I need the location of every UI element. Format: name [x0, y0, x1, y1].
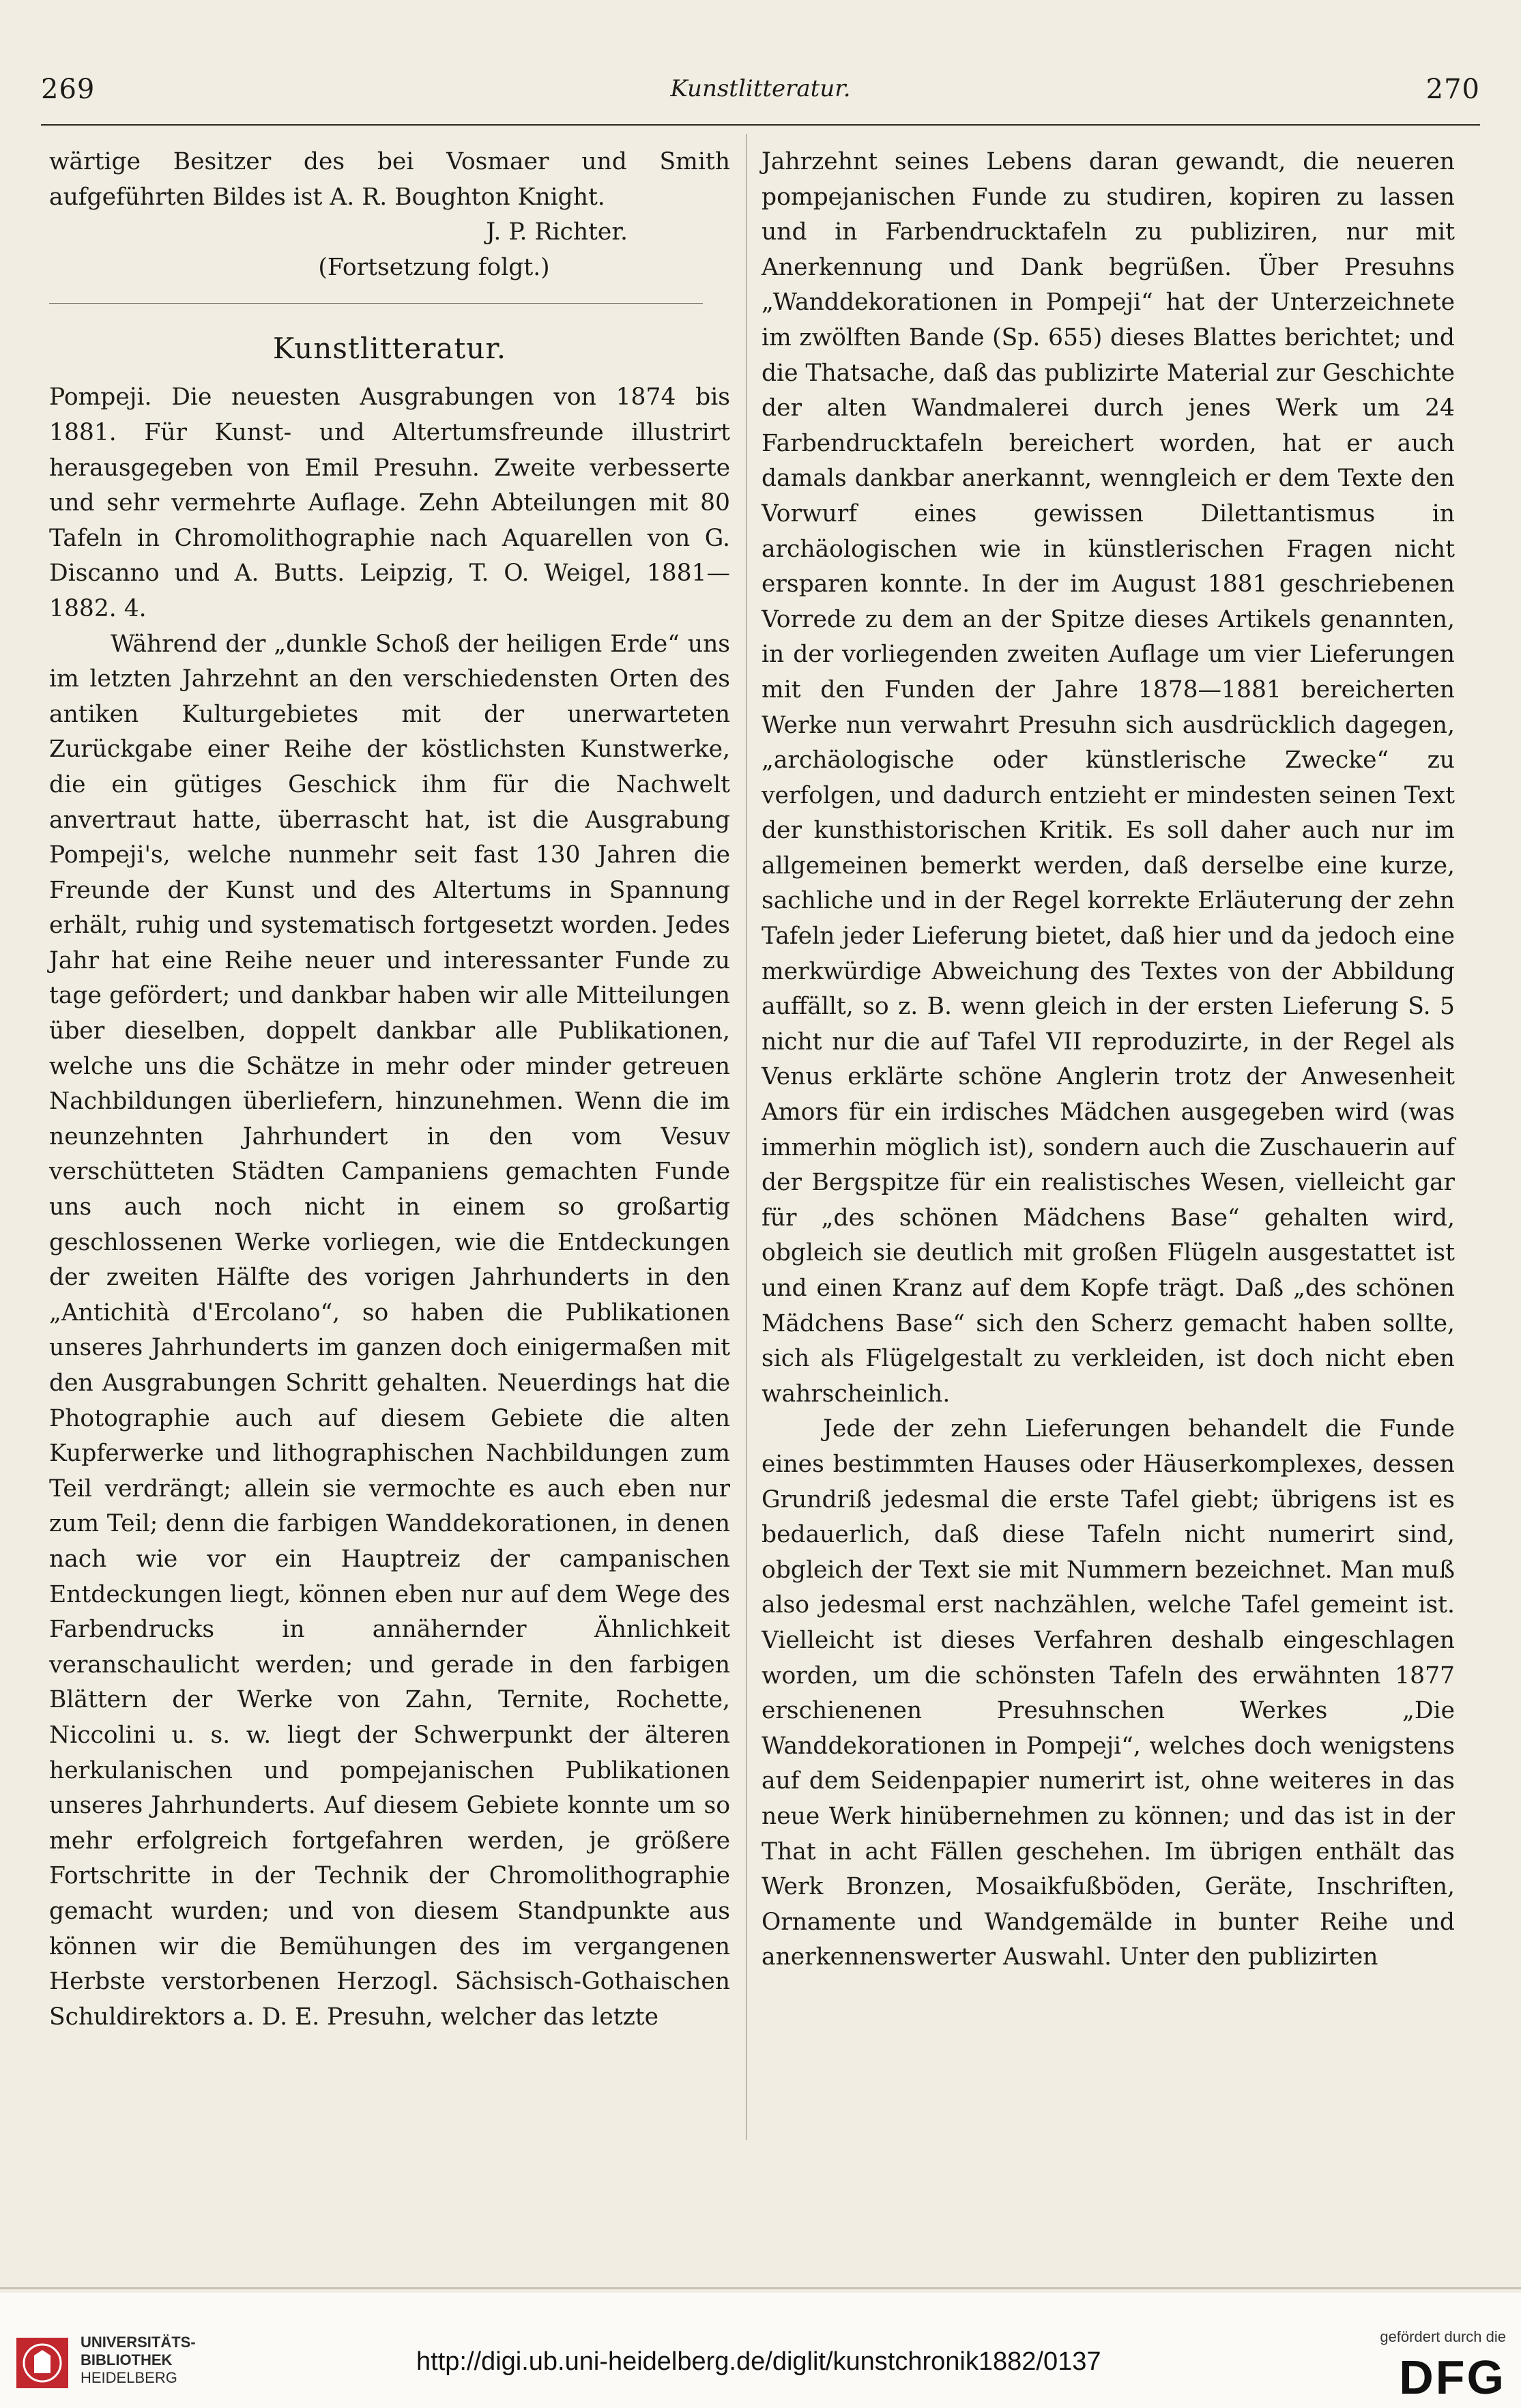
funder-caption: gefördert durch die [1380, 2328, 1506, 2345]
column-divider [746, 134, 747, 2140]
dfg-logo: DFG [1399, 2351, 1506, 2404]
header-rule [41, 124, 1480, 126]
review-paragraph-2: Jede der zehn Lieferungen behandelt die Funde eines bestimmten Hauses oder Häuserkomplexes, dessen Grundriß jedesmal die erste Tafel giebt; übrigens ist es bedauerlich, daß diese Tafeln nicht numerirt sind, obgleich der Text sie mit Nummern bezeichnet. Man muß also jedesmal erst nachzählen, welche Tafel gemeint ist. Vielleicht ist dieses Verfahren deshalb eingeschlagen worden, um die schönsten Tafeln des erwähnten 1877 erschienenen Presuhnschen Werkes „Die Wanddekorationen in Pompeji“, welches doch wenigstens auf dem Seidenpapier numerirt ist, ohne weiteres in das neue Werk hinübernehmen zu können; und das ist in der That in acht Fällen geschehen. Im übrigen enthält das Werk Bronzen, Mosaikfußböden, Geräte, Inschriften, Ornamente und Wandgemälde in bunter Reihe und anerkennenswerter Auswahl. Unter den publizirten [762, 1415, 1455, 1971]
footer-rule [0, 2287, 1521, 2289]
lead-in-text: wärtige Besitzer des bei Vosmaer und Smith aufgeführten Bildes ist A. R. Boughton Knight. [49, 148, 730, 211]
running-title: Kunstlitteratur. [670, 75, 851, 102]
library-name-line-1: UNIVERSITÄTS- [81, 2334, 196, 2351]
page-header [41, 74, 1480, 121]
author-signature: J. P. Richter. [486, 218, 628, 246]
left-page-number: 269 [41, 74, 96, 105]
source-url-link[interactable]: http://digi.ub.uni-heidelberg.de/diglit/kunstchronik1882/0137 [416, 2347, 1101, 2376]
continued-note: (Fortsetzung folgt.) [318, 253, 550, 281]
library-name [81, 2334, 196, 2387]
review-paragraph-1: Jahrzehnt seines Lebens daran gewandt, die neueren pompejanischen Funde zu studiren, kopiren zu lassen und in Farbendrucktafeln zu publiziren, nur mit Anerkennung und Dank begrüßen. Über Presuhns „Wanddekorationen in Pompeji“ hat der Unterzeichnete im zwölften Bande (Sp. 655) dieses Blattes berichtet; und die Thatsache, daß das publizirte Material zur Geschichte der alten Wandmalerei durch jenes Werk um 24 Farbendrucktafeln bereichert worden, hat er auch damals dankbar anerkannt, wenngleich er dem Texte den Vorwurf eines gewissen Dilettantismus in archäologischen wie in künstlerischen Fragen nicht ersparen konnte. In der im August 1881 geschriebenen Vorrede zu dem an der Spitze dieses Artikels genannten, in der vorliegenden zweiten Auflage um vier Lieferungen mit den Funden der Jahre 1878—1881 bereicherten Werke nun verwahrt Presuhn sich ausdrücklich dagegen, „archäologische oder künstlerische Zwecke“ zu verfolgen, und dadurch entzieht er mindesten seinen Text der kunsthistorischen Kritik. Es soll daher auch nur im allgemeinen bemerkt werden, daß derselbe eine kurze, sachliche und in der Regel korrekte Erläuterung der zehn Tafeln jeder Lieferung bietet, daß hier und da jedoch eine merkwürdige Abweichung des Textes von der Abbildung auffällt, so z. B. wenn gleich in der ersten Lieferung S. 5 nicht nur die auf Tafel VII reproduzirte, in der Regel als Venus erklärte schöne Anglerin trotz der Anwesenheit Amors für ein irdisches Mädchen ausgegeben wird (was immerhin möglich ist), sondern auch die Zuschauerin auf der Bergspitze für ein realistisches Wesen, vielleicht gar für „des schönen Mädchens Base“ gehalten wird, obgleich sie deutlich mit großen Flügeln ausgestattet ist und einen Kranz auf dem Kopfe trägt. Daß „des schönen Mädchens Base“ sich den Scherz gemacht haben sollte, sich als Flügelgestalt zu verkleiden, ist doch nicht eben wahrscheinlich. [762, 148, 1455, 1408]
review-body: Während der „dunkle Schoß der heiligen Erde“ uns im letzten Jahrzehnt an den verschiedensten Orten des antiken Kulturgebietes mit der unerwarteten Zurückgabe einer Reihe der köstlichsten Kunstwerke, die ein gütiges Geschick ihm für die Nachwelt anvertraut hatte, überrascht hat, ist die Ausgrabung Pompeji's, welche nunmehr seit fast 130 Jahren die Freunde der Kunst und des Altertums in Spannung erhält, ruhig und systematisch fortgesetzt worden. Jedes Jahr hat eine Reihe neuer und interessanter Funde zu tage gefördert; und dankbar haben wir alle Mitteilungen über dieselben, doppelt dankbar alle Publikationen, welche uns die Schätze in mehr oder minder getreuen Nachbildungen überliefern, hinzunehmen. Wenn die im neunzehnten Jahrhundert in den vom Vesuv verschütteten Städten Campaniens gemachten Funde uns auch noch nicht in einem so großartig geschlossenen Werke vorliegen, wie die Entdeckungen der zweiten Hälfte des vorigen Jahrhunderts in den „Antichità d'Ercolano“, so haben die Publikationen unseres Jahrhunderts im ganzen doch einigermaßen mit den Ausgrabungen Schritt gehalten. Neuerdings hat die Photographie auch auf diesem Gebiete die alten Kupferwerke und lithographischen Nachbildungen zum Teil verdrängt; allein sie vermochte es auch eben nur zum Teil; denn die farbigen Wanddekorationen, in denen nach wie vor ein Hauptreiz der campanischen Entdeckungen liegt, können eben nur auf dem Wege des Farbendrucks in annähernder Ähnlichkeit veranschaulicht werden; und gerade in den farbigen Blättern der Werke von Zahn, Ternite, Rochette, Niccolini u. s. w. liegt der Schwerpunkt der älteren herkulanischen und pompejanischen Publikationen unseres Jahrhunderts. Auf diesem Gebiete konnte um so mehr erfolgreich fortgefahren werden, je größere Fortschritte in der Technik der Chromolithographie gemacht wurden; und von diesem Standpunkte aus können wir die Bemühungen des im vergangenen Herbste verstorbenen Herzogl. Sächsisch-Gothaischen Schuldirektors a. D. E. Presuhn, welcher das letzte [49, 630, 730, 2031]
section-divider [49, 303, 703, 304]
library-name-line-2: BIBLIOTHEK [81, 2351, 173, 2368]
right-page-number: 270 [1425, 74, 1480, 105]
book-citation: Pompeji. Die neuesten Ausgrabungen von 1874 bis 1881. Für Kunst- und Altertumsfreunde illustrirt herausgegeben von Emil Presuhn. Zweite verbesserte und sehr vermehrte Auflage. Zehn Abteilungen mit 80 Tafeln in Chromolithographie nach Aquarellen von G. Discanno und A. Butts. Leipzig, T. O. Weigel, 1881—1882. 4. [49, 383, 730, 622]
right-column [762, 145, 1455, 1975]
university-seal-icon [15, 2336, 70, 2390]
section-title: Kunstlitteratur. [272, 332, 507, 366]
library-name-line-3: HEIDELBERG [81, 2369, 177, 2386]
left-column [49, 145, 730, 2035]
digitization-footer [0, 2293, 1521, 2408]
